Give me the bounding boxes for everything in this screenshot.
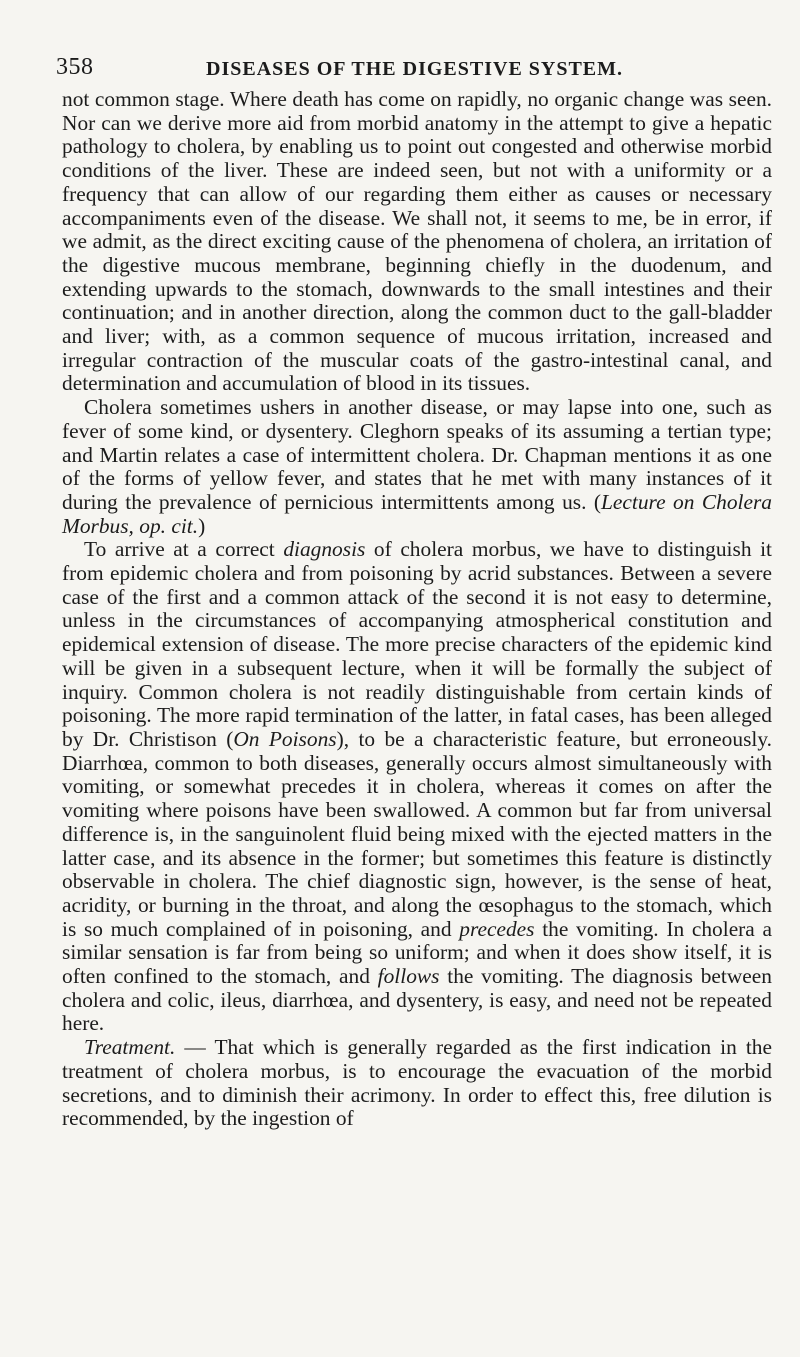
body-text bbox=[62, 88, 772, 1131]
term-follows: follows bbox=[377, 964, 440, 989]
running-head bbox=[56, 50, 772, 90]
paragraph-1 bbox=[62, 88, 772, 396]
text-segment: of cholera morbus, we have to distinguish it from epidemic cholera and from poisoning by acrid substances. Between a severe case of the first and a common attack of the second it is not easy to determine, unless in the circumstances of accompanying atmospherical constitution and epidemical extension of disease. The more precise characters of the epidemic kind will be given in a subsequent lecture, when it will be formally the subject of inquiry. Common cholera is not readily distinguishable from certain kinds of poisoning. The more rapid termination of the latter, in fatal cases, has been alleged by Dr. Christison ( bbox=[62, 537, 772, 751]
citation-italic: On Poisons bbox=[233, 726, 337, 751]
running-title: DISEASES OF THE DIGESTIVE SYSTEM. bbox=[206, 58, 624, 80]
heading-treatment: Treatment. bbox=[84, 1035, 176, 1060]
term-precedes: precedes bbox=[459, 916, 535, 941]
text-segment: the vomiting. In cholera a similar sensation is far from being so uniform; and when it does show itself, it is often confined to the stomach, and bbox=[62, 916, 772, 989]
paragraph-3 bbox=[62, 538, 772, 1036]
paragraph-4 bbox=[62, 1036, 772, 1131]
page-number: 358 bbox=[56, 54, 94, 80]
term-diagnosis: diagnosis bbox=[283, 537, 366, 562]
paragraph-2 bbox=[62, 396, 772, 538]
text-segment: not common stage. Where death has come on rapidly, no organic change was seen. Nor can we derive more aid from morbid anatomy in the attempt to give a hepatic pathology to cholera, by enabling us to point out congested and otherwise morbid conditions of the liver. These are indeed seen, but not with a uniformity or a frequency that can allow of our regarding them either as causes or necessary accompaniments even of the disease. We shall not, it seems to me, be in error, if we admit, as the direct exciting cause of the phenomena of cholera, an irritation of the digestive mucous membrane, beginning chiefly in the duodenum, and extending upwards to the stomach, downwards to the small intestines and their continuation; and in another direction, along the common duct to the gall-bladder and liver; with, as a common sequence of mucous irritation, increased and irregular contraction of the muscular coats of the gastro-intestinal canal, and determination and accumulation of blood in its tissues. bbox=[62, 87, 772, 396]
text-segment: the vomiting. The diagnosis between cholera and colic, ileus, diarrhœa, and dysentery, is easy, and need not be repeated here. bbox=[62, 964, 772, 1036]
text-segment: Cholera sometimes ushers in another disease, or may lapse into one, such as fever of some kind, or dysentery. Cleghorn speaks of its assuming a tertian type; and Martin relates a case of intermittent cholera. Dr. Chapman mentions it as one of the forms of yellow fever, and states that he met with many instances of it during the prevalence of pernicious intermittents among us. ( bbox=[62, 395, 772, 514]
text-segment: To arrive at a correct bbox=[84, 537, 284, 562]
text-segment: ) bbox=[198, 513, 206, 538]
citation-italic: Lecture on Cholera Morbus, op. cit. bbox=[62, 489, 773, 538]
text-segment: — That which is generally regarded as the first indication in the treatment of cholera morbus, is to encourage the evacuation of the morbid secretions, and to diminish their acrimony. In order to effect this, free dilution is recommended, by the ingestion of bbox=[62, 1035, 772, 1131]
text-segment: ), to be a characteristic feature, but erroneously. Diarrhœa, common to both diseases, generally occurs almost simultaneously with vomiting, or somewhat precedes it in cholera, whereas it comes on after the vomiting where poisons have been swallowed. A common but far from universal difference is, in the sanguinolent fluid being mixed with the ejected matters in the latter case, and its absence in the former; but sometimes this feature is distinctly observable in cholera. The chief diagnostic sign, however, is the sense of heat, acridity, or burning in the throat, and along the œsophagus to the stomach, which is so much complained of in poisoning, and bbox=[62, 726, 772, 941]
